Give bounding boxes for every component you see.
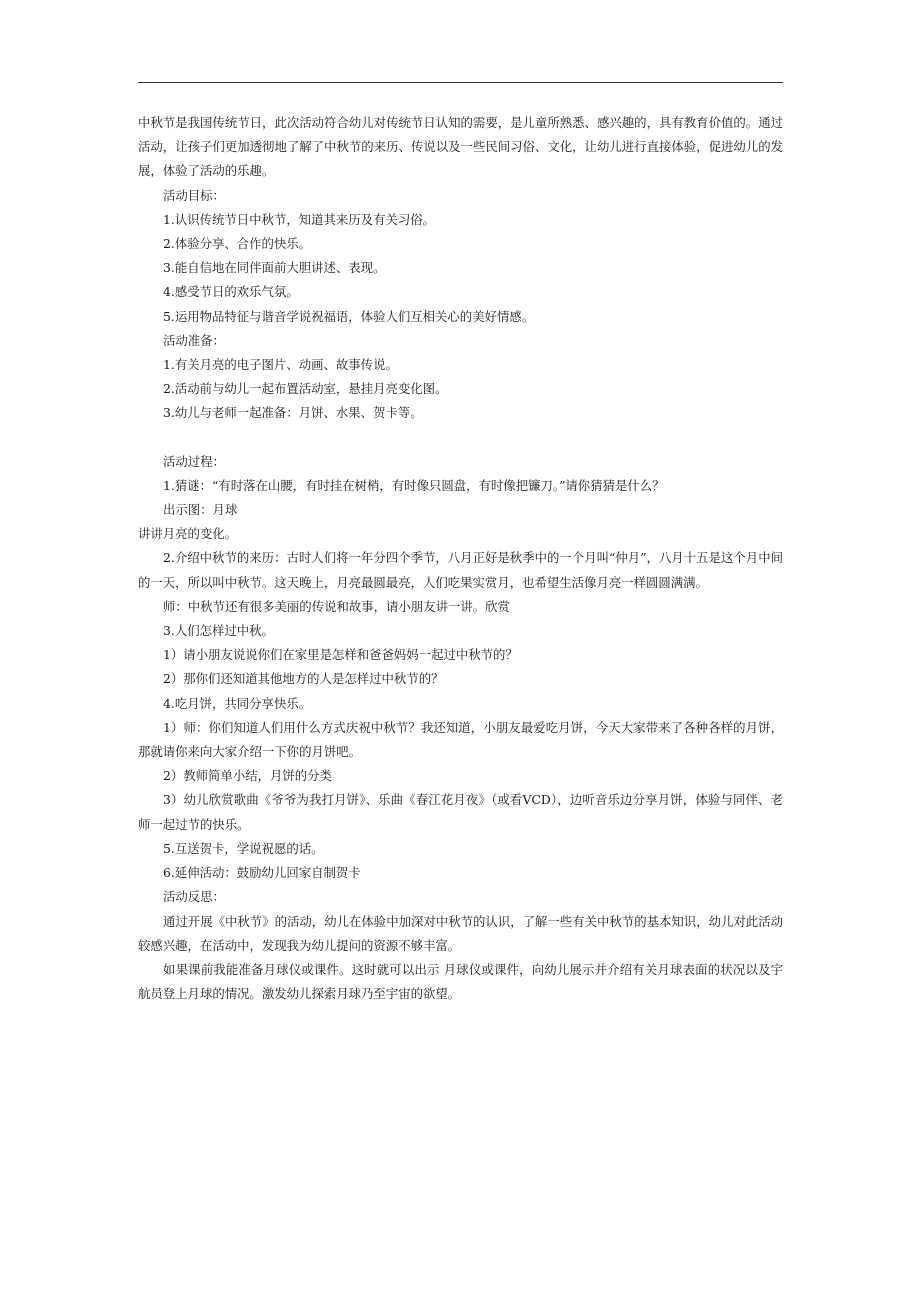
- process-item: 3.人们怎样过中秋。: [163, 623, 274, 639]
- intro-paragraph: 中秋节是我国传统节日，此次活动符合幼儿对传统节日认知的需要，是儿童所熟悉、感兴趣的，具有教育价值的。通过活动，让孩子们更加透彻地了解了中秋节的来历、传说以及一些民间习俗、文化，让幼儿进行直接体验，促进幼儿的发展，体验了活动的乐趣。: [138, 115, 783, 179]
- process-item: 5.互送贺卡，学说祝愿的话。: [163, 840, 324, 856]
- goal-item: 1.认识传统节日中秋节，知道其来历及有关习俗。: [163, 211, 436, 227]
- process-item: 2）教师简单小结，月饼的分类: [163, 768, 332, 784]
- prep-heading: 活动准备：: [163, 332, 225, 348]
- reflection-paragraph: 通过开展《中秋节》的活动，幼儿在体验中加深对中秋节的认识，了解一些有关中秋节的基本知识，幼儿对此活动较感兴趣，在活动中，发现我为幼儿提问的资源不够丰富。: [138, 913, 783, 953]
- reflection-heading: 活动反思：: [163, 889, 225, 905]
- process-item: 2.介绍中秋节的来历：古时人们将一年分四个季节，八月正好是秋季中的一个月叫“仲月”，八月十五是这个月中间的一天，所以叫中秋节。这天晚上，月亮最圆最亮，人们吃果实赏月，也希望生活像月亮一样圆圆满满。: [138, 550, 783, 590]
- process-item: 师：中秋节还有很多美丽的传说和故事，请小朋友讲一讲。欣赏: [163, 598, 510, 614]
- document-body: [138, 111, 783, 1006]
- goal-item: 2.体验分享、合作的快乐。: [163, 236, 312, 252]
- prep-item: 2.活动前与幼儿一起布置活动室，悬挂月亮变化图。: [163, 381, 448, 397]
- goal-item: 3.能自信地在同伴面前大胆讲述、表现。: [163, 260, 386, 276]
- prep-item: 1.有关月亮的电子图片、动画、故事传说。: [163, 357, 398, 373]
- process-item: 1.猜谜：“有时落在山腰，有时挂在树梢，有时像只圆盘，有时像把镰刀。”请你猜猜是什么？: [163, 477, 665, 493]
- process-item: 4.吃月饼，共同分享快乐。: [163, 695, 312, 711]
- process-item: 3）幼儿欣赏歌曲《爷爷为我打月饼》、乐曲《春江花月夜》（或看VCD），边听音乐边分享月饼，体验与同伴、老师一起过节的快乐。: [138, 792, 783, 832]
- goal-item: 5.运用物品特征与谐音学说祝福语，体验人们互相关心的美好情感。: [163, 308, 535, 324]
- prep-item: 3.幼儿与老师一起准备：月饼、水果、贺卡等。: [163, 405, 423, 421]
- process-item: 出示图：月球: [163, 502, 238, 518]
- process-heading: 活动过程：: [163, 453, 225, 469]
- process-item: 1）请小朋友说说你们在家里是怎样和爸爸妈妈一起过中秋节的？: [163, 647, 518, 663]
- process-item: 1）师：你们知道人们用什么方式庆祝中秋节？我还知道，小朋友最爱吃月饼，今天大家带来了各种各样的月饼，那就请你来向大家介绍一下你的月饼吧。: [138, 719, 783, 760]
- process-item: 2）那你们还知道其他地方的人是怎样过中秋节的？: [163, 671, 444, 687]
- header-rule: [138, 82, 783, 83]
- reflection-paragraph: 如果课前我能准备月球仪或课件。这时就可以出示 月球仪或课件，向幼儿展示并介绍有关月球表面的状况以及宇航员登上月球的情况。激发幼儿探索月球乃至宇宙的欲望。: [138, 961, 783, 1002]
- process-item: 6.延伸活动：鼓励幼儿回家自制贺卡: [163, 865, 361, 881]
- goals-heading: 活动目标：: [163, 187, 225, 203]
- blank-line: [138, 426, 783, 450]
- process-item: 讲讲月亮的变化。: [138, 526, 238, 542]
- goal-item: 4.感受节日的欢乐气氛。: [163, 284, 299, 300]
